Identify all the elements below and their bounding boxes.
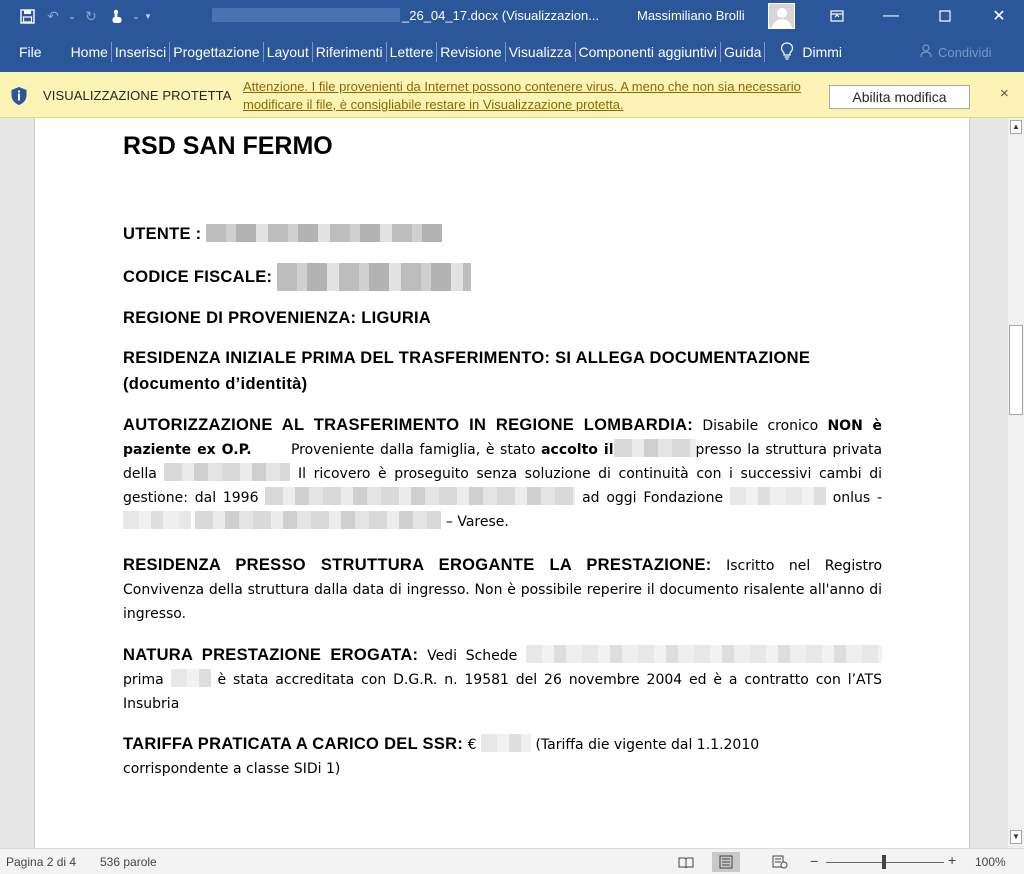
tab-separator [111,42,112,62]
document-area [0,118,1008,848]
redacted-field [206,224,442,242]
tab-separator [720,42,721,62]
word-count[interactable]: 536 parole [100,855,157,869]
natura-label: NATURA PRESTAZIONE EROGATA: [123,646,419,664]
tell-me-label: Dimmi [802,44,843,60]
paragraph-text: onlus - [832,490,883,506]
residenza-struttura-paragraph [123,553,882,626]
tab-progettazione[interactable]: Progettazione [173,44,260,60]
undo-icon[interactable]: ↶ [47,7,59,24]
tab-separator [436,42,437,62]
tab-revisione[interactable]: Revisione [440,44,502,60]
avatar[interactable] [768,3,795,29]
protected-view-title: VISUALIZZAZIONE PROTETTA [43,88,232,103]
minimize-icon[interactable]: — [883,7,899,24]
ribbon-tabs [0,32,1024,72]
residenza-iniziale-line: RESIDENZA INIZIALE PRIMA DEL TRASFERIMENTO: SI ALLEGA DOCUMENTAZIONE (documento d’identità) [123,349,811,393]
touch-dropdown-icon[interactable]: ⌄ [132,10,140,21]
scroll-down-icon[interactable]: ▼ [1010,830,1022,844]
paragraph-text: ad oggi Fondazione [582,490,724,506]
document-title: _26_04_17.docx (Visualizzazion... [402,8,600,23]
utente-line [123,222,882,247]
utente-label: UTENTE : [123,225,202,243]
share-label: Condividi [938,44,992,60]
tab-separator [575,42,576,62]
redacted-field [481,734,531,752]
natura-paragraph [123,643,882,716]
protected-view-message[interactable]: Attenzione. I file provenienti da Internet possono contenere virus. A meno che non sia necessario modificare il file, è consigliabile restare in Visualizzazione protetta. [243,79,801,112]
paragraph-text: Il ricovero è proseguito senza soluzione di continuità con i successivi cambi di gestione: dal 1996 [123,466,882,506]
redacted-field [614,439,696,457]
paragraph-text: corrispondente a classe SIDi 1) [123,761,341,777]
paragraph-text: Vedi Schede [427,648,518,664]
scrollbar-thumb[interactable] [1009,325,1023,415]
residenza-struttura-label: RESIDENZA PRESSO STRUTTURA EROGANTE LA PRESTAZIONE: [123,556,712,574]
paragraph-text: Disabile cronico [702,418,819,434]
codice-fiscale-line [123,263,882,291]
print-layout-icon[interactable] [712,852,740,872]
regione-line: REGIONE DI PROVENIENZA: LIGURIA [123,309,432,327]
paragraph-text: € [467,737,477,753]
redacted-filename [212,8,400,22]
save-icon[interactable] [14,0,40,32]
paragraph-text: presso la struttura privata della [123,442,883,482]
share-button[interactable] [920,32,991,72]
tab-guida[interactable]: Guida [724,44,762,60]
redacted-field [730,487,826,505]
tab-layout[interactable]: Layout [266,44,309,60]
vertical-scrollbar[interactable] [1008,118,1024,848]
scroll-up-icon[interactable]: ▲ [1010,120,1022,134]
redacted-field [265,487,575,505]
web-layout-icon[interactable] [766,852,794,872]
tell-me-box[interactable] [780,42,842,63]
quick-access-toolbar [0,0,154,32]
person-icon [920,44,934,61]
customize-qat-icon[interactable]: ▾ [145,10,151,21]
zoom-out-icon[interactable]: − [810,853,819,869]
paragraph-text: prima [123,672,164,688]
close-icon[interactable]: ✕ [992,8,1006,25]
paragraph-text: Iscritto nel Registro Convivenza della struttura dalla data di ingresso. Non è possibile reperire il documento risalente all'anno di ingresso. [123,558,883,622]
zoom-slider-thumb[interactable] [882,855,886,869]
tab-lettere[interactable]: Lettere [389,44,434,60]
codice-fiscale-label: CODICE FISCALE: [123,268,273,286]
tab-separator [505,42,506,62]
tab-separator [386,42,387,62]
redacted-field [123,511,191,529]
ribbon-display-options-icon[interactable] [814,0,860,32]
maximize-icon[interactable] [922,0,968,32]
tab-inserisci[interactable]: Inserisci [114,44,167,60]
enable-editing-button[interactable]: Abilita modifica [829,85,970,109]
tab-file[interactable]: File [19,44,42,60]
read-mode-icon[interactable] [672,852,700,872]
zoom-level[interactable]: 100% [975,855,1006,869]
paragraph-text: è stata accreditata con D.G.R. n. 19581 del 26 novembre 2004 ed è a contratto con l’ATS Insubria [123,672,882,712]
paragraph-bold-text: accolto il [541,442,614,458]
paragraph-text: – Varese. [445,514,509,530]
paragraph-text: (Tariffa die vigente dal 1.1.2010 [535,737,760,753]
document-page [34,118,970,848]
paragraph-text: Proveniente dalla famiglia, è stato [290,442,536,458]
touch-mode-icon[interactable] [104,0,130,32]
tariffa-paragraph [123,732,882,781]
paragraph-bold-text: NON è paziente ex O.P. [123,418,882,458]
tab-home[interactable]: Home [70,44,108,60]
page-count[interactable]: Pagina 2 di 4 [6,855,77,869]
tab-componenti-aggiuntivi[interactable]: Componenti aggiuntivi [578,44,718,60]
document-heading: RSD SAN FERMO [123,132,333,160]
lightbulb-icon [780,42,794,63]
tab-separator [263,42,264,62]
redacted-field [171,669,211,687]
shield-icon [10,86,28,106]
redo-icon[interactable]: ↻ [85,7,97,24]
tab-separator [764,42,765,62]
zoom-in-icon[interactable]: + [948,852,957,868]
tab-separator [312,42,313,62]
user-name[interactable]: Massimiliano Brolli [637,8,745,23]
redacted-field [526,645,882,663]
tab-separator [169,42,170,62]
redacted-field [164,463,290,481]
tab-riferimenti[interactable]: Riferimenti [315,44,383,60]
title-bar [0,0,1024,32]
tariffa-label: TARIFFA PRATICATA A CARICO DEL SSR: [123,735,464,753]
redacted-field [195,511,441,529]
protected-view-bar [0,72,1024,118]
autorizzazione-paragraph [123,413,882,534]
tab-visualizza[interactable]: Visualizza [508,44,572,60]
undo-dropdown-icon[interactable]: ⌄ [68,10,76,21]
autorizzazione-label: AUTORIZZAZIONE AL TRASFERIMENTO IN REGIONE LOMBARDIA: [123,416,694,434]
redacted-field [277,263,471,291]
status-bar [0,848,1024,874]
close-bar-icon[interactable]: × [1000,85,1009,102]
